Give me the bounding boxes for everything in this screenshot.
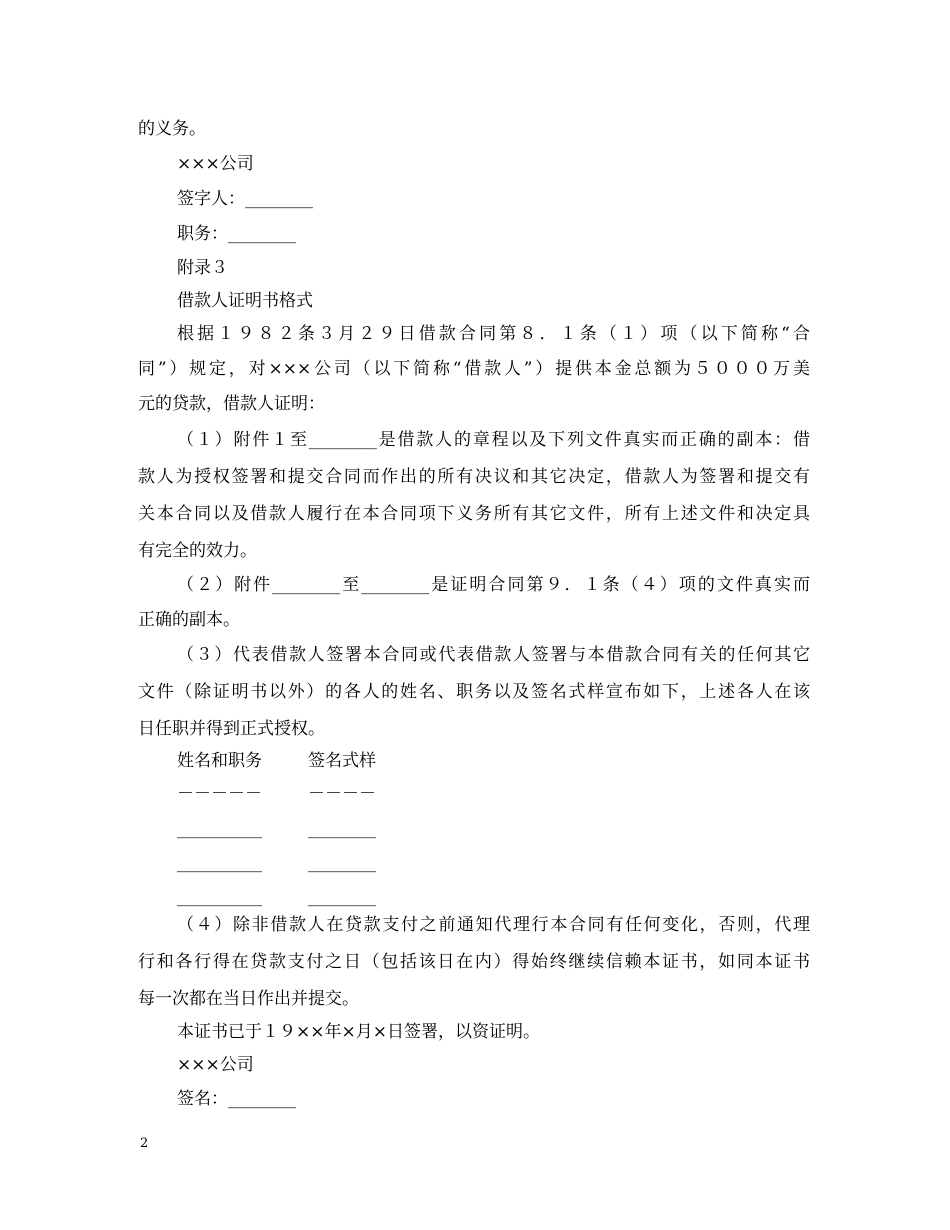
text-line: 根据１９８２条３月２９日借款合同第８．１条（１）项（以下简称“合 — [177, 324, 810, 344]
table-row — [177, 852, 376, 874]
text-line: 关本合同以及借款人履行在本合同项下义务所有其它文件，所有上述文件和决定具 — [138, 504, 810, 524]
table-header-cell: 姓名和职务 — [177, 751, 262, 771]
table-cell: __________ — [177, 819, 262, 839]
table-cell: __________ — [177, 887, 262, 907]
text-line: （３）代表借款人签署本合同或代表借款人签署与本借款合同有关的任何其它 — [177, 645, 810, 665]
text-line: 款人为授权签署和提交合同而作出的所有决议和其它决定，借款人为签署和提交有 — [138, 467, 810, 487]
appendix-heading: 附录３ — [177, 258, 228, 278]
text-line: （４）除非借款人在贷款支付之前通知代理行本合同有任何变化，否则，代理 — [177, 915, 810, 935]
text-line: 行和各行得在贷款支付之日（包括该日在内）得始终继续信赖本证书，如同本证书 — [138, 952, 810, 972]
page-number: 2 — [140, 1136, 149, 1151]
table-cell: __________ — [177, 853, 262, 873]
table-row — [177, 886, 376, 908]
text-line: 每一次都在当日作出并提交。 — [138, 989, 359, 1009]
certificate-title: 借款人证明书格式 — [177, 291, 313, 311]
text-line: 同”）规定，对×××公司（以下简称“借款人”）提供本金总额为５０００万美 — [138, 359, 810, 379]
text-line: 元的贷款，借款人证明： — [138, 394, 325, 414]
table-header-cell: 签名式样 — [308, 751, 376, 771]
table-header — [177, 750, 376, 772]
text-line: 本证书已于１９××年×月×日签署，以资证明。 — [177, 1022, 540, 1042]
company-name: ×××公司 — [177, 154, 254, 174]
table-row — [177, 783, 376, 805]
table-cell: ________ — [308, 887, 376, 907]
table-cell: －－－－ — [308, 784, 376, 804]
text-line: （２）附件________至________是证明合同第９．１条（４）项的文件真实而 — [177, 575, 810, 595]
text-line: 有完全的效力。 — [138, 541, 257, 561]
position-field: 职务：________ — [177, 224, 296, 244]
company-name: ×××公司 — [177, 1055, 254, 1075]
text-line: 正确的副本。 — [138, 610, 240, 630]
text-line: 日任职并得到正式授权。 — [138, 719, 325, 739]
signature-field: 签名：________ — [177, 1089, 296, 1109]
table-row — [177, 818, 376, 840]
table-cell: ________ — [308, 853, 376, 873]
signer-field: 签字人：________ — [177, 189, 313, 209]
text-line: （１）附件１至________是借款人的章程以及下列文件真实而正确的副本：借 — [177, 430, 810, 450]
table-cell: －－－－－ — [177, 784, 262, 804]
text-line: 的义务。 — [138, 119, 206, 139]
table-cell: ________ — [308, 819, 376, 839]
text-line: 文件（除证明书以外）的各人的姓名、职务以及签名式样宣布如下，上述各人在该 — [138, 682, 810, 702]
